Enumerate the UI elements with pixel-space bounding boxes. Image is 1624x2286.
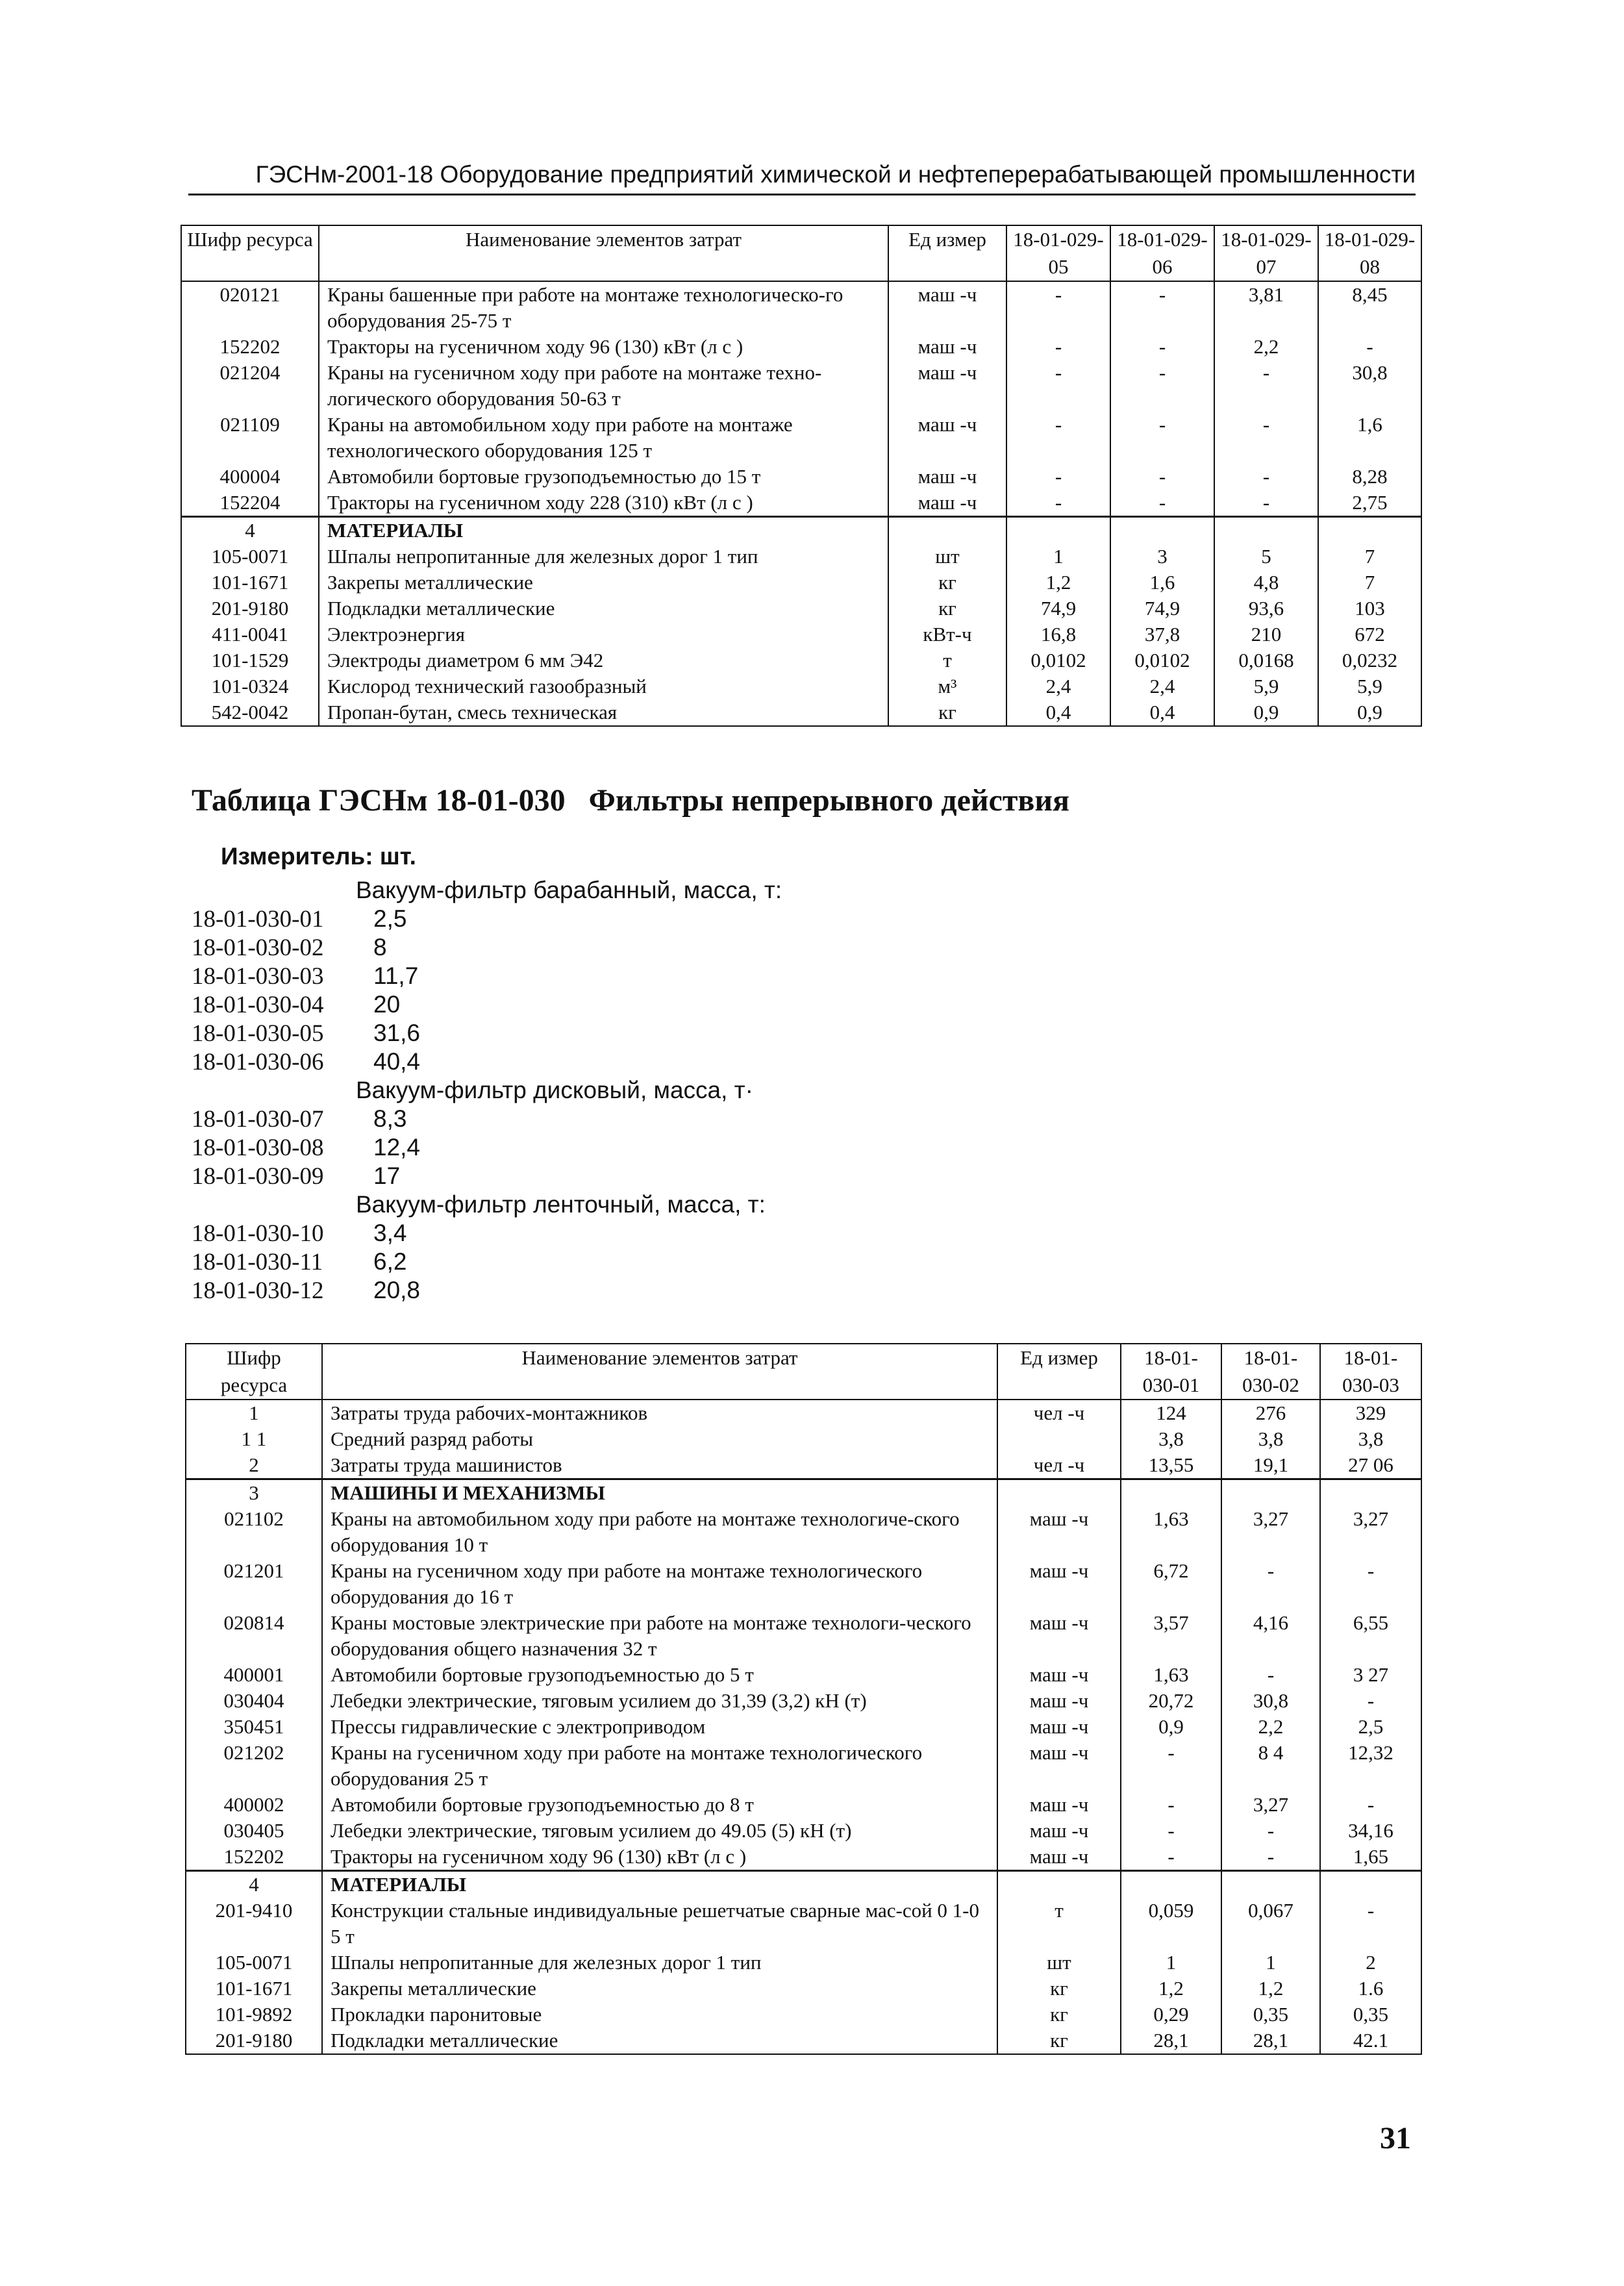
norm-value: 1 <box>1121 1950 1221 1976</box>
spec-group-label: Вакуум-фильтр ленточный, масса, т: <box>356 1191 766 1218</box>
resource-code: 542-0042 <box>181 699 319 726</box>
table-row <box>181 281 1421 334</box>
norm-value: - <box>1214 360 1318 412</box>
norm-value: 74,9 <box>1006 596 1110 622</box>
norm-value: 0,067 <box>1221 1898 1320 1950</box>
spec-code: 18-01-030-05 <box>192 1020 324 1047</box>
norm-value: 124 <box>1121 1400 1221 1426</box>
norm-value: 1,2 <box>1006 570 1110 596</box>
table-row <box>186 1792 1421 1818</box>
table-row <box>181 596 1421 622</box>
table-row <box>186 2028 1421 2054</box>
norm-value: 0,0232 <box>1318 647 1421 673</box>
norm-value: 0,4 <box>1110 699 1214 726</box>
spec-mass: 31,6 <box>373 1020 421 1046</box>
unit-of-measure <box>997 1479 1121 1507</box>
norm-value: 1.6 <box>1320 1976 1421 2002</box>
norm-value: 1,6 <box>1318 412 1421 464</box>
norm-value: 103 <box>1318 596 1421 622</box>
unit-of-measure: маш -ч <box>888 334 1006 360</box>
resource-code: 152202 <box>181 334 319 360</box>
table-row <box>181 570 1421 596</box>
cost-element-name: Электроэнергия <box>319 622 888 647</box>
norm-value <box>1006 517 1110 544</box>
header-rule <box>188 194 1416 195</box>
unit-of-measure: кг <box>997 1976 1121 2002</box>
norm-value: 30,8 <box>1318 360 1421 412</box>
page-number: 31 <box>1380 2121 1411 2155</box>
spec-mass: 11,7 <box>373 962 419 989</box>
spec-mass: 6,2 <box>373 1248 407 1275</box>
table-row <box>186 1610 1421 1662</box>
table-row <box>186 1662 1421 1688</box>
norm-value: - <box>1110 464 1214 490</box>
norm-value: 0,9 <box>1214 699 1318 726</box>
norm-value: 5,9 <box>1318 673 1421 699</box>
norm-value: 0,0168 <box>1214 647 1318 673</box>
resource-code: 201-9180 <box>181 596 319 622</box>
norm-value <box>1121 1479 1221 1507</box>
norm-value: 37,8 <box>1110 622 1214 647</box>
norm-value <box>1221 1479 1320 1507</box>
norm-value: 5 <box>1214 544 1318 570</box>
running-header: ГЭСНм-2001-18 Оборудование предприятий химической и нефтеперерабатывающей промышленности <box>255 161 1416 188</box>
cost-element-name: Автомобили бортовые грузоподъемностью до 8 т <box>322 1792 997 1818</box>
norm-value: 2,4 <box>1110 673 1214 699</box>
resource-code: 3 <box>186 1479 322 1507</box>
norm-value: 0,059 <box>1121 1898 1221 1950</box>
resource-code: 030404 <box>186 1688 322 1714</box>
norm-value <box>1320 1871 1421 1898</box>
norm-value: 2,2 <box>1221 1714 1320 1740</box>
unit-of-measure: маш -ч <box>997 1844 1121 1871</box>
unit-of-measure: маш -ч <box>997 1662 1121 1688</box>
spec-mass: 12,4 <box>373 1134 421 1161</box>
column-header: 18-01-030-01 <box>1121 1344 1221 1400</box>
table-row <box>181 464 1421 490</box>
column-header: Ед измер <box>997 1344 1121 1400</box>
norm-value: - <box>1110 334 1214 360</box>
spec-mass: 17 <box>373 1162 401 1189</box>
cost-element-name: Закрепы металлические <box>322 1976 997 2002</box>
norm-value: 4,16 <box>1221 1610 1320 1662</box>
cost-element-name: Конструкции стальные индивидуальные решетчатые сварные мас-сой 0 1-0 5 т <box>322 1898 997 1950</box>
unit-of-measure: маш -ч <box>997 1506 1121 1558</box>
norm-value: - <box>1320 1792 1421 1818</box>
unit-of-measure: кг <box>997 2002 1121 2028</box>
cost-element-name: Шпалы непропитанные для железных дорог 1 тип <box>319 544 888 570</box>
unit-of-measure: маш -ч <box>888 281 1006 334</box>
norm-value: 3,8 <box>1121 1426 1221 1452</box>
unit-of-measure: маш -ч <box>888 360 1006 412</box>
norm-value: 5,9 <box>1214 673 1318 699</box>
column-header: Наименование элементов затрат <box>319 225 888 281</box>
resource-code: 021102 <box>186 1506 322 1558</box>
column-header: Ед измер <box>888 225 1006 281</box>
unit-of-measure: маш -ч <box>888 464 1006 490</box>
norm-value: 3,81 <box>1214 281 1318 334</box>
table-row <box>186 1426 1421 1452</box>
cost-element-name: Краны на гусеничном ходу при работе на монтаже технологического оборудования до 16 т <box>322 1558 997 1610</box>
resource-code: 021201 <box>186 1558 322 1610</box>
cost-element-name: Средний разряд работы <box>322 1426 997 1452</box>
resource-code: 400001 <box>186 1662 322 1688</box>
norm-value: 42.1 <box>1320 2028 1421 2054</box>
norm-value: 74,9 <box>1110 596 1214 622</box>
spec-code: 18-01-030-10 <box>192 1220 324 1247</box>
column-header: 18-01-029-05 <box>1006 225 1110 281</box>
norm-value: 3,57 <box>1121 1610 1221 1662</box>
spec-code: 18-01-030-04 <box>192 992 324 1018</box>
norm-value: - <box>1110 281 1214 334</box>
norm-value: 2,2 <box>1214 334 1318 360</box>
table-row <box>186 1688 1421 1714</box>
norm-value: 672 <box>1318 622 1421 647</box>
norm-value: 1,2 <box>1221 1976 1320 2002</box>
norm-value: 2,75 <box>1318 490 1421 517</box>
resource-code: 2 <box>186 1452 322 1479</box>
table-row <box>181 360 1421 412</box>
cost-element-name: Краны на автомобильном ходу при работе на монтаже технологиче-ского оборудования 10 т <box>322 1506 997 1558</box>
unit-of-measure: маш -ч <box>997 1818 1121 1844</box>
cost-element-name: Автомобили бортовые грузоподъемностью до 15 т <box>319 464 888 490</box>
spec-mass: 40,4 <box>373 1048 421 1075</box>
unit-of-measure: кг <box>997 2028 1121 2054</box>
spec-code: 18-01-030-07 <box>192 1106 324 1133</box>
spec-mass: 2,5 <box>373 905 407 932</box>
cost-element-name: Подкладки металлические <box>319 596 888 622</box>
resource-code: 4 <box>186 1871 322 1898</box>
norm-value <box>1318 517 1421 544</box>
norm-value: 0,4 <box>1006 699 1110 726</box>
resource-code: 101-9892 <box>186 2002 322 2028</box>
cost-element-name: Краны башенные при работе на монтаже технологическо-го оборудования 25-75 т <box>319 281 888 334</box>
column-header: Наименование элементов затрат <box>322 1344 997 1400</box>
norm-value: 2,5 <box>1320 1714 1421 1740</box>
norm-value: 28,1 <box>1221 2028 1320 2054</box>
unit-of-measure: т <box>997 1898 1121 1950</box>
norm-value: - <box>1110 360 1214 412</box>
norm-value: 0,35 <box>1320 2002 1421 2028</box>
cost-element-name: Шпалы непропитанные для железных дорог 1 тип <box>322 1950 997 1976</box>
cost-element-name: Прокладки паронитовые <box>322 2002 997 2028</box>
unit-of-measure: кВт-ч <box>888 622 1006 647</box>
unit-of-measure: м³ <box>888 673 1006 699</box>
norm-value: 13,55 <box>1121 1452 1221 1479</box>
unit-of-measure <box>997 1871 1121 1898</box>
norm-value: 6,72 <box>1121 1558 1221 1610</box>
section-title: Таблица ГЭСНм 18-01-030 Фильтры непрерывного действия <box>192 783 1069 818</box>
norm-value: - <box>1110 490 1214 517</box>
unit-of-measure: маш -ч <box>997 1740 1121 1792</box>
norm-value: 20,72 <box>1121 1688 1221 1714</box>
resource-code: 020814 <box>186 1610 322 1662</box>
resource-code: 101-0324 <box>181 673 319 699</box>
column-header: Шифр ресурса <box>186 1344 322 1400</box>
norm-value: - <box>1221 1662 1320 1688</box>
table-row <box>181 647 1421 673</box>
resource-code: 350451 <box>186 1714 322 1740</box>
unit-of-measure: маш -ч <box>997 1688 1121 1714</box>
norm-value: 1 <box>1221 1950 1320 1976</box>
resource-code: 1 <box>186 1400 322 1426</box>
norm-value: 1,6 <box>1110 570 1214 596</box>
norm-value: 276 <box>1221 1400 1320 1426</box>
cost-element-name: Лебедки электрические, тяговым усилием до 49.05 (5) кН (т) <box>322 1818 997 1844</box>
resource-code: 411-0041 <box>181 622 319 647</box>
norm-value: 27 06 <box>1320 1452 1421 1479</box>
table-row <box>181 699 1421 726</box>
norm-value: 0,9 <box>1318 699 1421 726</box>
cost-element-name: Краны на гусеничном ходу при работе на монтаже технологического оборудования 25 т <box>322 1740 997 1792</box>
unit-of-measure: маш -ч <box>888 490 1006 517</box>
resource-code: 400002 <box>186 1792 322 1818</box>
column-header: 18-01-029-07 <box>1214 225 1318 281</box>
cost-element-name: МАТЕРИАЛЫ <box>322 1871 997 1898</box>
norm-value: 8,28 <box>1318 464 1421 490</box>
resource-code: 021202 <box>186 1740 322 1792</box>
spec-mass: 8 <box>373 934 387 961</box>
spec-code: 18-01-030-09 <box>192 1163 324 1190</box>
norm-value: 34,16 <box>1320 1818 1421 1844</box>
table-row <box>181 673 1421 699</box>
spec-code: 18-01-030-02 <box>192 935 324 961</box>
norm-value: 329 <box>1320 1400 1421 1426</box>
norm-value: 3,8 <box>1320 1426 1421 1452</box>
unit-of-measure: маш -ч <box>997 1714 1121 1740</box>
norm-value: - <box>1121 1792 1221 1818</box>
cost-element-name: МАШИНЫ И МЕХАНИЗМЫ <box>322 1479 997 1507</box>
norm-value: 3,8 <box>1221 1426 1320 1452</box>
unit-of-measure: чел -ч <box>997 1452 1121 1479</box>
resource-code: 101-1671 <box>181 570 319 596</box>
unit-of-measure: маш -ч <box>997 1792 1121 1818</box>
cost-element-name: Лебедки электрические, тяговым усилием до 31,39 (3,2) кН (т) <box>322 1688 997 1714</box>
cost-element-name: Автомобили бортовые грузоподъемностью до 5 т <box>322 1662 997 1688</box>
spec-mass: 20 <box>373 991 401 1018</box>
norm-value: - <box>1006 464 1110 490</box>
norm-value <box>1320 1479 1421 1507</box>
resource-code: 201-9180 <box>186 2028 322 2054</box>
norm-value <box>1221 1871 1320 1898</box>
cost-element-name: Кислород технический газообразный <box>319 673 888 699</box>
norm-value: 8,45 <box>1318 281 1421 334</box>
table-row <box>181 622 1421 647</box>
column-header: 18-01-029-08 <box>1318 225 1421 281</box>
norm-value: 12,32 <box>1320 1740 1421 1792</box>
norm-value: - <box>1214 490 1318 517</box>
norm-value: - <box>1006 490 1110 517</box>
resource-code: 4 <box>181 517 319 544</box>
unit-of-measure: шт <box>888 544 1006 570</box>
spec-code: 18-01-030-01 <box>192 906 324 933</box>
table-row <box>186 1976 1421 2002</box>
table-row <box>186 1506 1421 1558</box>
table-row <box>186 1818 1421 1844</box>
norm-value: - <box>1320 1898 1421 1950</box>
norm-value: 3,27 <box>1320 1506 1421 1558</box>
column-header: Шифр ресурса <box>181 225 319 281</box>
cost-element-name: Краны на гусеничном ходу при работе на монтаже техно-логического оборудования 50-63 т <box>319 360 888 412</box>
spec-code: 18-01-030-03 <box>192 963 324 990</box>
norm-value: - <box>1320 1558 1421 1610</box>
unit-of-measure: т <box>888 647 1006 673</box>
resource-code: 400004 <box>181 464 319 490</box>
resource-code: 1 1 <box>186 1426 322 1452</box>
spec-group-label: Вакуум-фильтр барабанный, масса, т: <box>356 877 782 903</box>
norm-value: 0,9 <box>1121 1714 1221 1740</box>
spec-mass: 8,3 <box>373 1105 407 1132</box>
resource-code: 020121 <box>181 281 319 334</box>
cost-element-name: Затраты труда машинистов <box>322 1452 997 1479</box>
table-row <box>186 1950 1421 1976</box>
norm-value: 3 <box>1110 544 1214 570</box>
spec-code: 18-01-030-12 <box>192 1277 324 1304</box>
cost-element-name: Закрепы металлические <box>319 570 888 596</box>
unit-of-measure: кг <box>888 699 1006 726</box>
table-row <box>186 1558 1421 1610</box>
norm-value: 6,55 <box>1320 1610 1421 1662</box>
norm-value: 1,2 <box>1121 1976 1221 2002</box>
norm-value: - <box>1221 1844 1320 1871</box>
column-header: 18-01-029-06 <box>1110 225 1214 281</box>
cost-element-name: Затраты труда рабочих-монтажников <box>322 1400 997 1426</box>
norm-value: - <box>1318 334 1421 360</box>
cost-element-name: Тракторы на гусеничном ходу 96 (130) кВт (л с ) <box>319 334 888 360</box>
column-header: 18-01-030-03 <box>1320 1344 1421 1400</box>
table-row <box>186 1844 1421 1871</box>
norm-value: 1,63 <box>1121 1662 1221 1688</box>
resource-table-030 <box>185 1343 1422 2055</box>
spec-code: 18-01-030-08 <box>192 1135 324 1161</box>
norm-value: 2,4 <box>1006 673 1110 699</box>
norm-value: 2 <box>1320 1950 1421 1976</box>
table-row <box>186 1714 1421 1740</box>
section-row <box>181 517 1421 544</box>
norm-value: 93,6 <box>1214 596 1318 622</box>
norm-value: 7 <box>1318 544 1421 570</box>
norm-value: 0,35 <box>1221 2002 1320 2028</box>
norm-value: 1,65 <box>1320 1844 1421 1871</box>
norm-value: - <box>1121 1844 1221 1871</box>
norm-value: 19,1 <box>1221 1452 1320 1479</box>
unit-of-measure <box>997 1426 1121 1452</box>
resource-code: 105-0071 <box>181 544 319 570</box>
cost-element-name: Краны мостовые электрические при работе на монтаже технологи-ческого оборудования общего назначения 32 т <box>322 1610 997 1662</box>
spec-mass: 20,8 <box>373 1277 421 1303</box>
table-row <box>186 1898 1421 1950</box>
norm-value: 4,8 <box>1214 570 1318 596</box>
resource-code: 101-1671 <box>186 1976 322 2002</box>
table-row <box>181 412 1421 464</box>
table-row <box>181 334 1421 360</box>
norm-value: - <box>1214 464 1318 490</box>
table-row <box>186 1452 1421 1479</box>
norm-value: 0,29 <box>1121 2002 1221 2028</box>
table-row <box>186 1740 1421 1792</box>
unit-of-measure: кг <box>888 596 1006 622</box>
norm-value: 3,27 <box>1221 1506 1320 1558</box>
resource-code: 152202 <box>186 1844 322 1871</box>
cost-element-name: Пропан-бутан, смесь техническая <box>319 699 888 726</box>
cost-element-name: Прессы гидравлические с электроприводом <box>322 1714 997 1740</box>
unit-of-measure <box>888 517 1006 544</box>
unit-of-measure: маш -ч <box>888 412 1006 464</box>
norm-value: 0,0102 <box>1110 647 1214 673</box>
cost-element-name: Электроды диаметром 6 мм Э42 <box>319 647 888 673</box>
norm-value: - <box>1110 412 1214 464</box>
norm-value: - <box>1221 1558 1320 1610</box>
norm-value: 1,63 <box>1121 1506 1221 1558</box>
measure-unit: Измеритель: шт. <box>221 843 416 870</box>
cost-element-name: МАТЕРИАЛЫ <box>319 517 888 544</box>
norm-value: 210 <box>1214 622 1318 647</box>
norm-value: - <box>1006 281 1110 334</box>
table-row <box>186 2002 1421 2028</box>
spec-group-label: Вакуум-фильтр дисковый, масса, т· <box>356 1077 753 1103</box>
table-row <box>186 1400 1421 1426</box>
norm-value: - <box>1221 1818 1320 1844</box>
norm-value: - <box>1214 412 1318 464</box>
norm-value: 8 4 <box>1221 1740 1320 1792</box>
norm-value: 30,8 <box>1221 1688 1320 1714</box>
norm-value <box>1214 517 1318 544</box>
spec-code: 18-01-030-06 <box>192 1049 324 1075</box>
resource-code: 201-9410 <box>186 1898 322 1950</box>
norm-value: 3 27 <box>1320 1662 1421 1688</box>
resource-code: 101-1529 <box>181 647 319 673</box>
norm-value: 16,8 <box>1006 622 1110 647</box>
unit-of-measure: маш -ч <box>997 1610 1121 1662</box>
unit-of-measure: маш -ч <box>997 1558 1121 1610</box>
norm-value: 1 <box>1006 544 1110 570</box>
norm-value: - <box>1006 360 1110 412</box>
norm-value: 3,27 <box>1221 1792 1320 1818</box>
spec-mass: 3,4 <box>373 1220 407 1246</box>
unit-of-measure: чел -ч <box>997 1400 1121 1426</box>
resource-code: 105-0071 <box>186 1950 322 1976</box>
section-row <box>186 1871 1421 1898</box>
norm-value: 7 <box>1318 570 1421 596</box>
resource-code: 021204 <box>181 360 319 412</box>
unit-of-measure: кг <box>888 570 1006 596</box>
resource-code: 021109 <box>181 412 319 464</box>
norm-value: 28,1 <box>1121 2028 1221 2054</box>
resource-code: 030405 <box>186 1818 322 1844</box>
norm-value: - <box>1006 412 1110 464</box>
norm-value <box>1110 517 1214 544</box>
norm-value: - <box>1006 334 1110 360</box>
unit-of-measure: шт <box>997 1950 1121 1976</box>
table-row <box>181 490 1421 517</box>
resource-table-029 <box>181 225 1422 727</box>
norm-value: - <box>1121 1818 1221 1844</box>
norm-value: - <box>1121 1740 1221 1792</box>
spec-code: 18-01-030-11 <box>192 1249 323 1275</box>
norm-value: 0,0102 <box>1006 647 1110 673</box>
column-header: 18-01-030-02 <box>1221 1344 1320 1400</box>
norm-value: - <box>1320 1688 1421 1714</box>
norm-value <box>1121 1871 1221 1898</box>
cost-element-name: Подкладки металлические <box>322 2028 997 2054</box>
table-row <box>181 544 1421 570</box>
cost-element-name: Краны на автомобильном ходу при работе на монтаже технологического оборудования 125 т <box>319 412 888 464</box>
resource-code: 152204 <box>181 490 319 517</box>
section-row <box>186 1479 1421 1507</box>
cost-element-name: Тракторы на гусеничном ходу 228 (310) кВт (л с ) <box>319 490 888 517</box>
cost-element-name: Тракторы на гусеничном ходу 96 (130) кВт (л с ) <box>322 1844 997 1871</box>
